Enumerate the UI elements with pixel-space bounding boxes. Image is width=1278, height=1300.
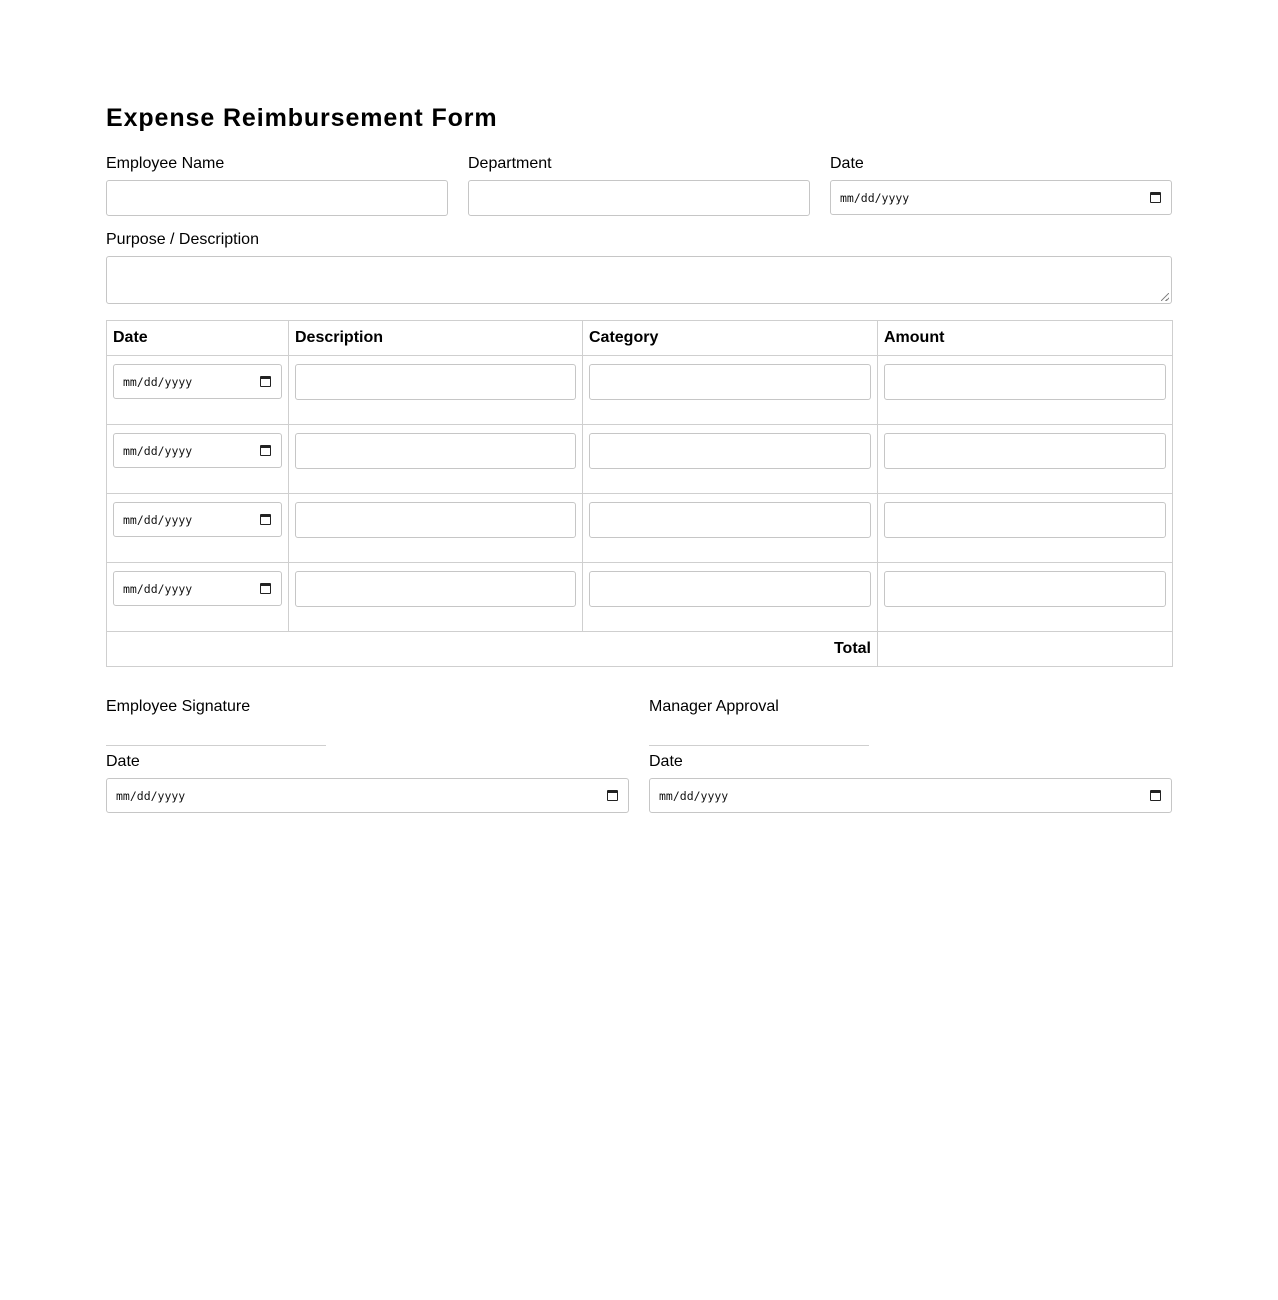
date-field: [830, 154, 1172, 216]
row-amount-input[interactable]: [884, 364, 1166, 400]
total-value: [878, 632, 1173, 667]
table-row: [107, 494, 1173, 563]
cell-date: [107, 425, 289, 494]
column-header-amount: Amount: [878, 321, 1173, 356]
employee-signature-date-label: Date: [106, 753, 140, 770]
date-label: Date: [830, 155, 864, 172]
cell-category: [583, 494, 878, 563]
employee-signature-block: [106, 697, 629, 813]
date-input-placeholder: mm/dd/yyyy: [840, 190, 910, 205]
cell-description: [289, 356, 583, 425]
cell-date: [107, 563, 289, 632]
manager-approval-date-label: Date: [649, 753, 683, 770]
cell-description: [289, 563, 583, 632]
cell-amount: [878, 356, 1173, 425]
employee-signature-line[interactable]: [106, 745, 326, 746]
calendar-icon[interactable]: [260, 376, 271, 387]
signature-row: [106, 697, 1172, 813]
manager-approval-date-input[interactable]: [649, 778, 1172, 813]
row-date-input[interactable]: [113, 364, 282, 399]
table-row: [107, 356, 1173, 425]
manager-approval-label: Manager Approval: [649, 698, 779, 715]
employee-name-label: Employee Name: [106, 155, 225, 172]
cell-category: [583, 425, 878, 494]
resize-grip-icon[interactable]: [1161, 293, 1169, 301]
row-amount-input[interactable]: [884, 571, 1166, 607]
manager-approval-date-placeholder: mm/dd/yyyy: [659, 788, 729, 803]
date-input[interactable]: [830, 180, 1172, 215]
purpose-field: [106, 230, 1172, 304]
employee-name-input[interactable]: [106, 180, 448, 216]
row-date-input[interactable]: [113, 502, 282, 537]
calendar-icon[interactable]: [1150, 790, 1161, 801]
row-description-input[interactable]: [295, 364, 576, 400]
page-title: Expense Reimbursement Form: [106, 104, 498, 132]
calendar-icon[interactable]: [260, 583, 271, 594]
row-date-placeholder: mm/dd/yyyy: [123, 512, 193, 527]
calendar-icon[interactable]: [1150, 192, 1161, 203]
table-row: [107, 425, 1173, 494]
row-category-input[interactable]: [589, 502, 871, 538]
cell-description: [289, 425, 583, 494]
manager-signature-line[interactable]: [649, 745, 869, 746]
row-description-input[interactable]: [295, 433, 576, 469]
table-header-row: [107, 321, 1173, 356]
purpose-textarea[interactable]: [106, 256, 1172, 304]
expense-table: [106, 320, 1173, 667]
row-amount-input[interactable]: [884, 433, 1166, 469]
cell-amount: [878, 425, 1173, 494]
row-description-input[interactable]: [295, 571, 576, 607]
column-header-description: Description: [289, 321, 583, 356]
department-input[interactable]: [468, 180, 810, 216]
cell-date: [107, 356, 289, 425]
calendar-icon[interactable]: [260, 445, 271, 456]
manager-approval-block: [649, 697, 1172, 813]
purpose-label: Purpose / Description: [106, 231, 259, 248]
header-fields-row: [106, 154, 1172, 216]
calendar-icon[interactable]: [260, 514, 271, 525]
table-row: [107, 563, 1173, 632]
employee-signature-label: Employee Signature: [106, 698, 251, 715]
department-label: Department: [468, 155, 552, 172]
row-date-placeholder: mm/dd/yyyy: [123, 581, 193, 596]
total-label: Total: [107, 632, 878, 667]
row-date-input[interactable]: [113, 571, 282, 606]
total-row: [107, 632, 1173, 667]
cell-date: [107, 494, 289, 563]
employee-signature-date-placeholder: mm/dd/yyyy: [116, 788, 186, 803]
calendar-icon[interactable]: [607, 790, 618, 801]
column-header-date: Date: [107, 321, 289, 356]
row-date-placeholder: mm/dd/yyyy: [123, 374, 193, 389]
row-category-input[interactable]: [589, 364, 871, 400]
row-description-input[interactable]: [295, 502, 576, 538]
row-date-input[interactable]: [113, 433, 282, 468]
row-amount-input[interactable]: [884, 502, 1166, 538]
cell-category: [583, 563, 878, 632]
cell-category: [583, 356, 878, 425]
employee-name-field: [106, 154, 448, 216]
row-category-input[interactable]: [589, 433, 871, 469]
column-header-category: Category: [583, 321, 878, 356]
department-field: [468, 154, 810, 216]
cell-amount: [878, 494, 1173, 563]
cell-amount: [878, 563, 1173, 632]
employee-signature-date-input[interactable]: [106, 778, 629, 813]
cell-description: [289, 494, 583, 563]
row-date-placeholder: mm/dd/yyyy: [123, 443, 193, 458]
row-category-input[interactable]: [589, 571, 871, 607]
